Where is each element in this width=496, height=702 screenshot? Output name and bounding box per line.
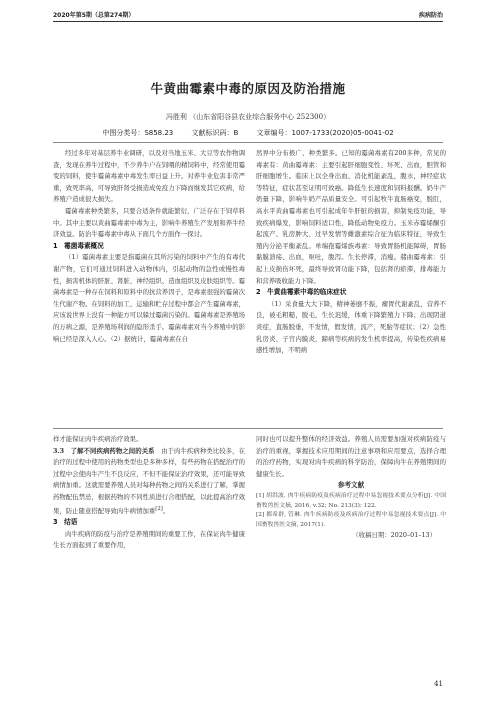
references-heading: 参考文献 xyxy=(337,481,365,490)
document-code: 文献标识码：B xyxy=(191,129,239,137)
paragraph: 霉菌毒素种类繁多，只要合适条件就能繁衍，广泛存在于饲草料中。其中主要以黄曲霉毒素中毒为主，影响牛养殖生产发展和养牛经济效益。防治牛霉毒素中毒从下面几个方面作一探讨。 xyxy=(53,206,245,239)
subsection-heading: 3.3 了解不同疾病药物之间的关系 xyxy=(53,446,155,455)
header-rule xyxy=(53,21,443,22)
article-meta xyxy=(0,128,496,138)
paragraph: 然界中分布极广、种类繁多。已知的霉菌毒素有200多种，常见的毒素有：黄曲霉毒素：主要引起肝细胞变性、坏死、出血，胆管和肝细胞增生。临床上以全身出血、消化机能紊乱，腹水，神经症状等特征，症状甚至证明可致癌。降低生长速度和饲料报酬。奶牛产奶量下降，影响牛奶产品质量安全。可引起牧牛直肠癌变，脱肛，高水平黄曲霉毒素也可引起成年牛肝脏的损害，抑制免疫功能，导致疾病爆发，影响饲料适口性，降低动物免疫力。玉米赤霉烯酮引起流产、乳房肿大、过早发情等雌激素综合征为临床特征，导致生殖内分泌平衡紊乱。单端孢霉烯族毒素：导致胃肠机能障碍，胃肠黏膜溃疡、出血，呕吐，腹泻。生长停滞，消瘦。赭曲霉毒素：引起上皮损伤坏死，最终导致肾功能下降，包括肾的瘀滞，排毒能力和营养吸收能力下降。 xyxy=(256,149,446,285)
paragraph: 同时也可以提升整体的经济效益。养殖人员需要加强对疾病防疫与治疗的重视，掌握技术应用期间的注意事项和应用要点，选择合理的治疗药物，实现对肉牛疾病的科学防治，保障肉牛在养殖期间的健康生长。 xyxy=(256,435,446,478)
received-date: （收稿日期：2020–01–13） xyxy=(352,531,436,540)
issue-info: 2020年第5期（总第274期） xyxy=(53,12,135,19)
meta-rule xyxy=(53,142,443,143)
author-line: 冯胜利 （山东省阳谷县农业综合服务中心 252300） xyxy=(165,113,331,121)
section-heading: 1 霉菌毒素概况 xyxy=(53,241,104,250)
section-divider xyxy=(53,428,443,429)
section-name: 疾病防治 xyxy=(418,12,443,19)
running-header xyxy=(53,8,443,20)
citation: [2] xyxy=(155,505,163,512)
article-title: 牛黄曲霉素中毒的原因及防治措施 xyxy=(150,81,346,96)
paragraph: （1）采食量大大下降，精神萎靡不振，瘤胃代谢紊乱，营养不良，被毛粗糙，脱毛，生长迟缓，体重下降繁殖力下降；出现阴道炎症，直肠脱垂，不发情，假发情，流产，死胎等症状；（2）急性乳房炎、子宫内膜炎，蹄病等疾病的发生机率提高，传染性疾病易感性增加，不明病 xyxy=(256,299,446,355)
paragraph: 经过多年对基层养牛业调研，以及对当地玉米、大豆等农作物调查，发现在养牛过程中，不少养牛户在饲喂的精饲料中，经常使用霉变的饲料，使牛霉菌毒素中毒发生率日益上升。对养牛业危害非常严重，致死率高，可导致肝肾受损造成免疫力下降而继发其它疾病，给养殖户造成很大损失。 xyxy=(53,149,245,204)
paragraph: 肉牛疾病的防疫与治疗是养殖期间的重要工作，在保证肉牛健康生长方面起到了重要作用， xyxy=(53,529,245,550)
paragraph: （1）霉菌毒素主要是指霉菌在其所污染的饲料中产生的有毒代谢产物，它们可通过饲料进入动物体内，引起动物的急性或慢性毒性，损害机体的肝脏、肾脏、神经组织、造血组织及皮肤组织等。霉菌毒素是一种存在饲料和原料中的抗营养因子，是毒素很强的霉菌次生代谢产物。在饲料的加工、运输和贮存过程中都会产生霉菌毒素，应该说世界上没有一种能方可以躲过霉菌污染的。霉菌毒素是养殖场的万病之源，是养殖场利润的隐形杀手。霉菌毒素对当今养殖中的影响已经是深入人心。（2）据统计，霉菌毒素在自 xyxy=(53,253,245,343)
paragraph-end: 。 xyxy=(162,506,170,515)
column-left-top xyxy=(53,148,245,345)
paragraph xyxy=(53,446,245,518)
column-right-top xyxy=(256,148,446,357)
reference-item: [1] 胡洪波. 肉牛疾病防疫及疾病治疗过程中易忽视技术要点分析[J]. 中国畜牧兽医文摘, 2016, v.32; No. 213(3): 122. xyxy=(256,492,446,509)
column-right-bottom xyxy=(256,434,446,542)
paragraph: 样才能保证肉牛疾病治疗效果。 xyxy=(53,435,143,443)
clc-number: 中图分类号：S858.23 xyxy=(102,129,174,137)
section-heading: 3 结语 xyxy=(53,518,78,527)
section-heading: 2 牛黄曲霉素中毒的临床症状 xyxy=(256,288,347,297)
paragraph-text: 由于肉牛疾病种类比较多，在治疗的过程中使用的药物类型也是多种多样，有些药物在搭配治疗的过程中会使肉牛产生不良反应，不但不能保证治疗效果，还可能导致病情加重。这就需要养殖人员对每种药物之间的关系进行了解，掌握药物配伍禁忌，根据药物的不同性质进行合理搭配，以此提高治疗效果，防止随意搭配导致肉牛病情加重 xyxy=(53,446,246,515)
reference-item: [2] 都希群, 管琳. 肉牛疾病防疫及疾病治疗过程中易忽视技术要点[J]. 中国畜牧兽医文摘, 2017(1). xyxy=(256,512,446,528)
article-number: 文章编号：1007-1733(2020)05-0041-02 xyxy=(256,129,394,137)
page-number: 41 xyxy=(434,680,443,688)
column-left-bottom xyxy=(53,434,245,552)
